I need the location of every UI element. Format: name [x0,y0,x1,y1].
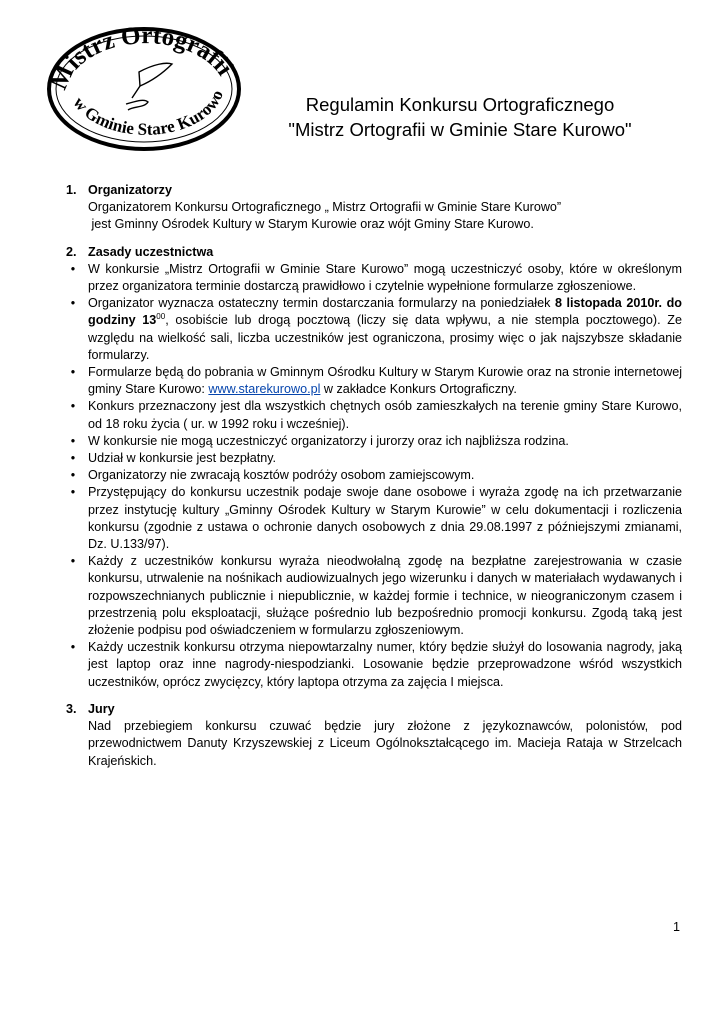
bullet: • [70,433,76,448]
list-item [66,398,682,432]
bullet: • [70,640,76,655]
rule-text: Organizator wyznacza ostateczny termin dostarczania formularzy na poniedziałek [88,296,555,311]
list-item [66,433,682,450]
rule-text: Przystępujący do konkursu uczestnik podaje swoje dane osobowe i wyraża zgodę na ich przetwarzanie przez instytucję kultury „Gminny Ośrodek Kultury w Starym Kurowie” w celu dokumentacji i rozliczenia konkursu (zgodnie z ustawa o ochronie danych osobowych z dnia 29.08.1997 z późniejszymi zmianami, Dz. U.133/97). [88,485,682,552]
jury-text: Nad przebiegiem konkursu czuwać będzie jury złożone z językoznawców, polonistów, pod przewodnictwem Danuty Krzyszewskiej z Liceum Ogólnokształcącego im. Macieja Rataja w Strzelcach Krajeńskich. [88,719,682,768]
list-item [66,639,682,691]
rules-list [66,261,682,691]
section-participation-rules [66,244,682,691]
rule-text: w zakładce Konkurs Ortograficzny. [320,382,517,397]
list-item [66,553,682,639]
bullet: • [70,485,76,500]
list-item [66,450,682,467]
section-jury [66,701,682,770]
list-item [66,467,682,484]
rule-text: , osobiście lub drogą pocztową (liczy się data wpływu, a nie stempla pocztowego). Ze względu na wielkość sali, liczba uczestników jest ograniczona, prosimy więc o jak najszybsze składanie formularzy. [88,313,682,362]
bullet: • [70,261,76,276]
organizers-line-1: Organizatorem Konkursu Ortograficznego „ Mistrz Ortografii w Gminie Stare Kurowo” [88,200,562,215]
section-number: 1. [66,183,77,197]
logo-top-text: Mistrz Ortografii [45,24,239,94]
section-number: 3. [66,701,77,716]
organizers-line-2: jest Gminny Ośrodek Kultury w Starym Kurowie oraz wójt Gminy Stare Kurowo. [88,217,534,232]
list-item [66,364,682,398]
rule-text: Organizatorzy nie zwracają kosztów podróży osobom zamiejscowym. [88,468,475,483]
bullet: • [70,399,76,414]
document-title [250,92,670,142]
rule-text: W konkursie nie mogą uczestniczyć organizatorzy i jurorzy oraz ich najbliższa rodzina. [88,433,569,448]
rule-text: Każdy z uczestników konkursu wyraża nieodwołalną zgodę na bezpłatne zarejestrowania w czasie konkursu, utrwalenie na nośnikach audiowizualnych jego wizerunku i danych w materiałach wydawanych i rozpowszechnianych publicznie i niepublicznie, w każdej formie i technice, w nieograniczonym czasem i przestrzenią polu eksploatacji, służące pośrednio lub bezpośrednio promocji konkursu. Zgodą taką jest złożenie podpisu pod oświadczeniem w formularzu zgłoszeniowym. [88,554,682,638]
section-heading: Jury [88,701,115,716]
deadline-minutes: 00 [156,312,166,322]
title-line-1: Regulamin Konkursu Ortograficznego [305,94,615,115]
section-number: 2. [66,244,77,259]
title-line-2: "Mistrz Ortografii w Gminie Stare Kurowo" [288,119,632,140]
rule-text: Konkurs przeznaczony jest dla wszystkich chętnych osób zamieszkałych na terenie gminy Stare Kurowo, od 18 roku życia ( ur. w 1992 roku i wcześniej). [88,399,682,431]
rule-text: W konkursie „Mistrz Ortografii w Gminie Stare Kurowo” mogą uczestniczyć osoby, które w określonym przez organizatora terminie dostarczą prawidłowo i czytelnie wypełnione formularze zgłoszeniowe. [88,261,682,294]
section-heading: Organizatorzy [88,183,172,197]
bullet: • [70,554,76,569]
rule-text: Formularze będą do pobrania w Gminnym Ośrodku Kultury w Starym Kurowie oraz na stronie internetowej gminy Stare Kurowo: [88,365,682,397]
deadline-date: 8 listopada 2010r. do godziny 13 [88,296,682,328]
list-item [66,261,682,295]
regulations-body [66,182,682,780]
bullet: • [70,365,76,380]
bullet: • [70,451,76,466]
bullet: • [70,468,76,483]
contest-logo [44,24,244,154]
page-number: 1 [672,920,680,934]
section-organizers [66,182,682,234]
section-heading: Zasady uczestnictwa [88,244,214,259]
list-item [66,484,682,553]
list-item [66,295,682,364]
rule-text: Każdy uczestnik konkursu otrzyma niepowtarzalny numer, który będzie służył do losowania nagrody, jaką jest laptop oraz inne nagrody-niespodzianki. Losowanie będzie przeprowadzone wśród wszystkich uczestników, oprócz zwycięzcy, który laptopa otrzyma za zajęcia I miejsca. [88,640,682,689]
logo-bottom-text: w Gminie Stare Kurowo [69,87,227,139]
bullet: • [70,296,76,311]
website-link[interactable]: www.starekurowo.pl [208,382,321,397]
rule-text: Udział w konkursie jest bezpłatny. [88,451,277,466]
